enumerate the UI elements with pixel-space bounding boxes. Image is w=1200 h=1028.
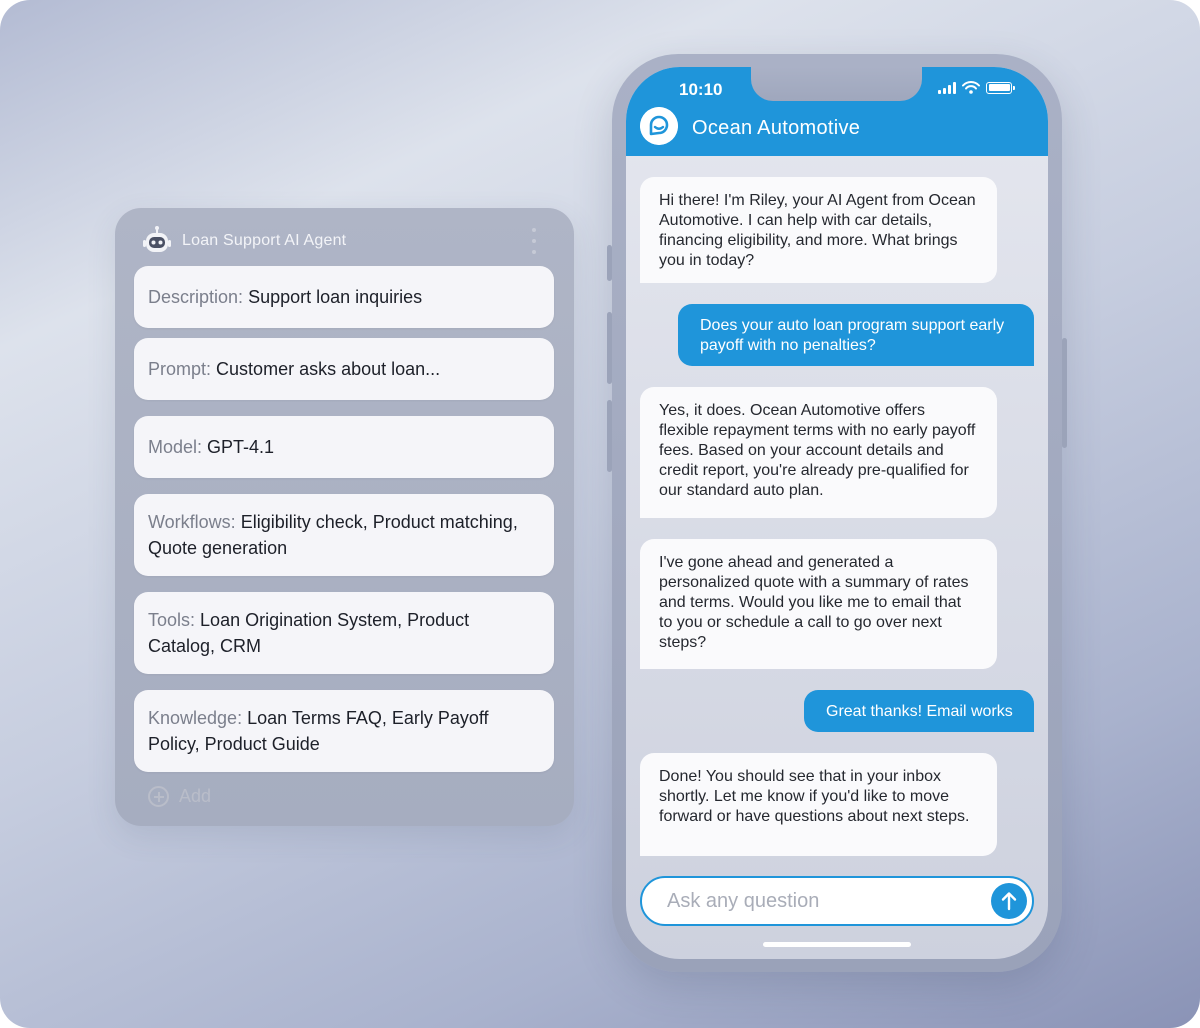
send-button[interactable] bbox=[991, 883, 1027, 919]
wifi-icon bbox=[962, 81, 980, 94]
field-label: Knowledge: bbox=[148, 708, 243, 728]
chat-input[interactable] bbox=[642, 878, 991, 924]
status-icons bbox=[938, 81, 1012, 94]
phone-volume-down-button bbox=[607, 400, 612, 472]
field-value: Support loan inquiries bbox=[248, 287, 423, 307]
tools-field[interactable] bbox=[134, 592, 554, 674]
prompt-field[interactable] bbox=[134, 338, 554, 400]
field-label: Model: bbox=[148, 437, 203, 457]
bot-message: Done! You should see that in your inbox shortly. Let me know if you'd like to move forward or have questions about next steps. bbox=[640, 753, 997, 856]
brand-name: Ocean Automotive bbox=[692, 117, 861, 139]
user-message: Does your auto loan program support early payoff with no penalties? bbox=[678, 304, 1034, 366]
add-label: Add bbox=[179, 786, 212, 806]
phone-screen bbox=[626, 67, 1048, 959]
agent-config-card bbox=[115, 208, 574, 826]
user-message: Great thanks! Email works bbox=[804, 690, 1034, 732]
phone-power-button bbox=[1062, 338, 1067, 448]
agent-card-title: Loan Support AI Agent bbox=[182, 232, 347, 249]
send-arrow-icon bbox=[1000, 891, 1018, 911]
add-icon bbox=[148, 786, 169, 807]
description-field[interactable] bbox=[134, 266, 554, 328]
chat-composer bbox=[640, 876, 1034, 926]
phone-mute-switch bbox=[607, 245, 612, 281]
field-value: Eligibility check, Product matching, Quote generation bbox=[148, 512, 518, 558]
kebab-menu-icon[interactable] bbox=[530, 228, 538, 254]
workflows-field[interactable] bbox=[134, 494, 554, 576]
bot-message: Hi there! I'm Riley, your AI Agent from Ocean Automotive. I can help with car details, financing eligibility, and more. What brings you in today? bbox=[640, 177, 997, 283]
field-value: Loan Origination System, Product Catalog, CRM bbox=[148, 610, 470, 656]
agent-card-header bbox=[141, 222, 548, 260]
brand-logo-icon bbox=[640, 107, 678, 145]
bot-message: Yes, it does. Ocean Automotive offers flexible repayment terms with no early payoff fees. Based on your account details and credit report, you're already pre-qualified for our standard auto plan. bbox=[640, 387, 997, 518]
phone-notch bbox=[751, 67, 922, 101]
field-value: GPT-4.1 bbox=[207, 437, 275, 457]
home-indicator bbox=[763, 942, 911, 947]
field-value: Loan Terms FAQ, Early Payoff Policy, Product Guide bbox=[148, 708, 489, 754]
bot-message: I've gone ahead and generated a personalized quote with a summary of rates and terms. Would you like me to email that to you or schedule a call to go over next steps? bbox=[640, 539, 997, 669]
field-label: Workflows: bbox=[148, 512, 236, 532]
field-value: Customer asks about loan... bbox=[216, 359, 441, 379]
phone-volume-up-button bbox=[607, 312, 612, 384]
knowledge-field[interactable] bbox=[134, 690, 554, 772]
battery-icon bbox=[986, 82, 1012, 94]
field-label: Tools: bbox=[148, 610, 196, 630]
model-field[interactable] bbox=[134, 416, 554, 478]
field-label: Description: bbox=[148, 287, 244, 307]
robot-icon bbox=[141, 225, 173, 257]
field-label: Prompt: bbox=[148, 359, 212, 379]
add-button[interactable] bbox=[148, 786, 211, 807]
chat-header bbox=[626, 67, 1048, 156]
signal-icon bbox=[938, 82, 956, 94]
status-time: 10:10 bbox=[679, 80, 723, 99]
